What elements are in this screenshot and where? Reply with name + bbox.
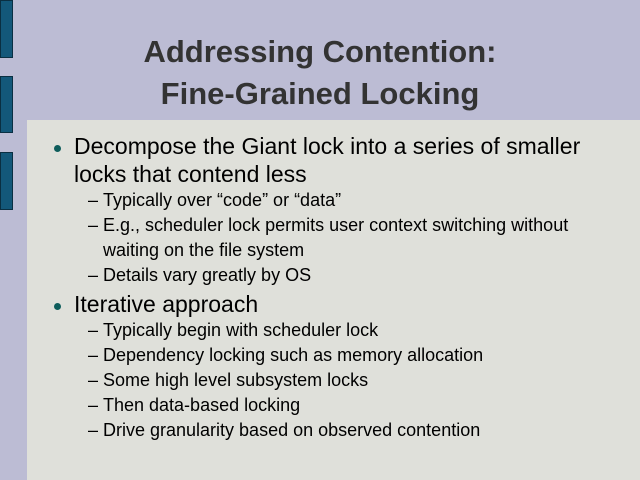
bullet-dot-icon [54,303,61,310]
sub-bullet-item [74,318,627,343]
sub-bullet-list [74,188,627,288]
sub-bullet-text: Typically over “code” or “data” [103,190,342,210]
left-accent-bar [0,76,13,133]
slide-title-line-2: Fine-Grained Locking [160,76,480,111]
sub-bullet-text: Then data-based locking [103,395,301,415]
sub-bullet-text: Typically begin with scheduler lock [103,320,379,340]
sub-bullet-item [74,368,627,393]
left-accent-bar [0,0,13,58]
sub-bullet-text: Drive granularity based on observed contention [103,420,481,440]
slide-content-panel [27,120,640,480]
sub-bullet-text: E.g., scheduler lock permits user context switching without waiting on the file system [103,215,569,260]
sub-bullet-text: Details vary greatly by OS [103,265,312,285]
sub-bullet-item [74,188,627,213]
left-accent-bar [0,152,13,210]
dash-icon: – [88,345,99,365]
sub-bullet-text: Dependency locking such as memory allocation [103,345,484,365]
sub-bullet-item [74,263,627,288]
sub-bullet-item [74,393,627,418]
sub-bullet-item [74,418,627,443]
sub-bullet-item [74,343,627,368]
sub-bullet-item [74,213,627,263]
bullet-item [27,132,627,288]
dash-icon: – [88,395,99,415]
bullet-list [27,132,627,443]
dash-icon: – [88,265,99,285]
sub-bullet-text: Some high level subsystem locks [103,370,369,390]
bullet-text: Decompose the Giant lock into a series of smaller locks that contend less [74,133,581,187]
bullet-item [27,290,627,443]
dash-icon: – [88,420,99,440]
dash-icon: – [88,320,99,340]
sub-bullet-list [74,318,627,443]
dash-icon: – [88,370,99,390]
slide-title-line-1: Addressing Contention: [143,34,497,69]
bullet-text: Iterative approach [74,291,259,317]
slide-title [28,31,612,115]
dash-icon: – [88,190,99,210]
dash-icon: – [88,215,99,235]
bullet-dot-icon [54,145,61,152]
